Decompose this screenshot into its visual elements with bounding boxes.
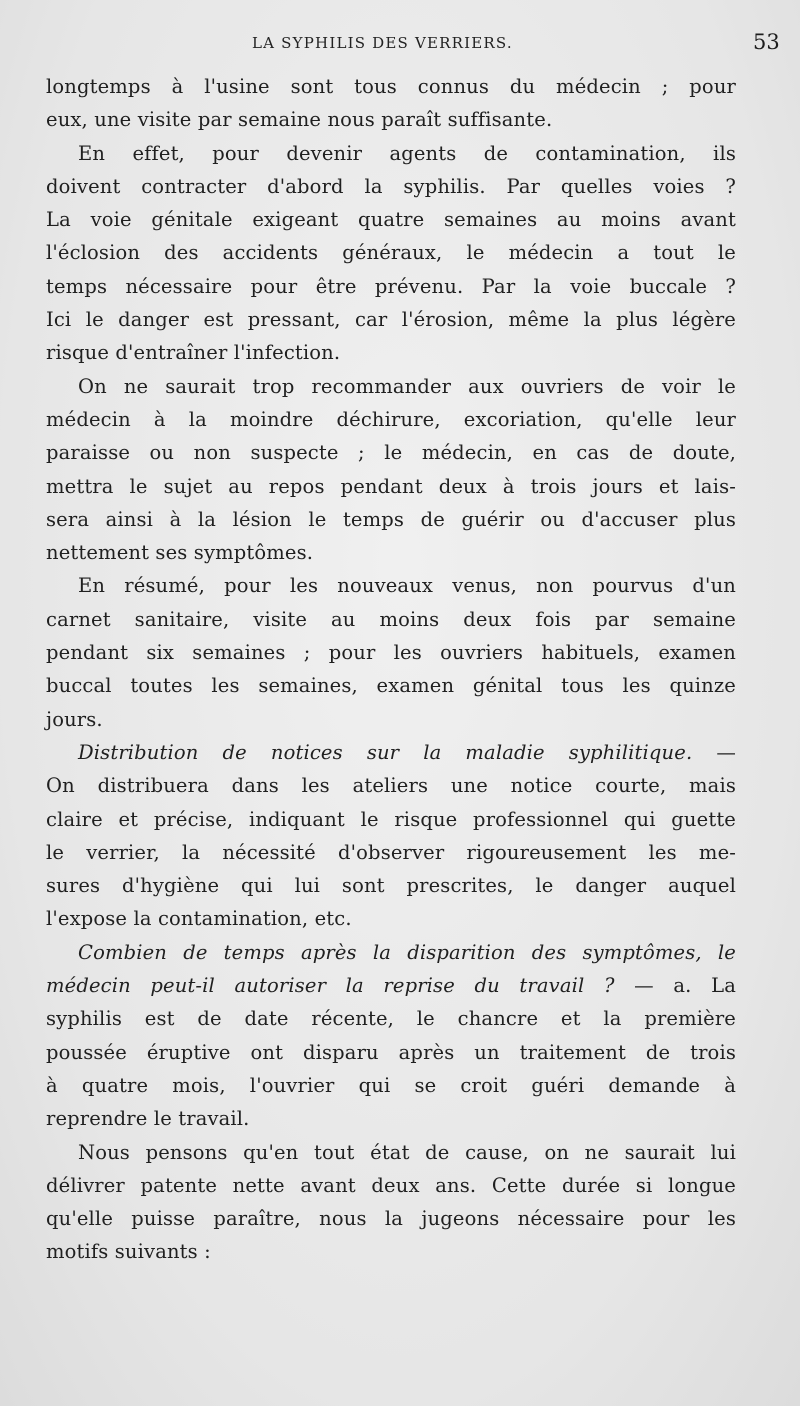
text-line: l'expose la contamination, etc. [46, 907, 352, 931]
text-line: temps nécessaire pour être prévenu. Par la voie buccale ? [46, 274, 736, 298]
text-line: La voie génitale exigeant quatre semaines au moins avant [46, 208, 736, 232]
text-line: motifs suivants : [46, 1240, 211, 1264]
text-line: jours. [46, 707, 103, 731]
text-line [46, 736, 736, 769]
roman-segment: — [692, 740, 737, 764]
page-number: 53 [753, 30, 780, 54]
text-line: à quatre mois, l'ouvrier qui se croit guéri demande à [46, 1073, 736, 1097]
text-line: paraisse ou non suspecte ; le médecin, en cas de doute, [46, 441, 736, 465]
italic-heading: médecin peut-il autoriser la reprise du travail ? [46, 974, 615, 998]
running-head [0, 30, 800, 58]
text-line: On distribuera dans les ateliers une notice courte, mais [46, 774, 736, 798]
text-line: pendant six semaines ; pour les ouvriers habituels, examen [46, 641, 736, 665]
text-line: sera ainsi à la lésion le temps de guérir ou d'accuser plus [46, 507, 736, 531]
italic-heading: Distribution de notices sur la maladie syphilitique. [78, 740, 693, 764]
text-line: Nous pensons qu'en tout état de cause, on ne saurait lui [78, 1140, 736, 1164]
text-line: l'éclosion des accidents généraux, le médecin a tout le [46, 241, 736, 265]
text-line: qu'elle puisse paraître, nous la jugeons nécessaire pour les [46, 1207, 736, 1231]
text-line: claire et précise, indiquant le risque professionnel qui guette [46, 807, 736, 831]
text-line [46, 936, 736, 969]
text-line: le verrier, la nécessité d'observer rigoureusement les me- [46, 840, 736, 864]
text-line: reprendre le travail. [46, 1107, 250, 1131]
text-line: carnet sanitaire, visite au moins deux fois par semaine [46, 607, 736, 631]
text-line: On ne saurait trop recommander aux ouvriers de voir le [78, 374, 736, 398]
text-line: nettement ses symptômes. [46, 541, 314, 565]
text-line: En résumé, pour les nouveaux venus, non pourvus d'un [78, 574, 736, 598]
text-line: doivent contracter d'abord la syphilis. Par quelles voies ? [46, 174, 736, 198]
text-line: risque d'entraîner l'infection. [46, 341, 341, 365]
text-line: sures d'hygiène qui lui sont prescrites, le danger auquel [46, 874, 736, 898]
text-line: mettra le sujet au repos pendant deux à trois jours et lais- [46, 474, 736, 498]
roman-segment: — a. La [614, 974, 736, 998]
text-line: eux, une visite par semaine nous paraît suffisante. [46, 108, 553, 132]
text-line: délivrer patente nette avant deux ans. Cette durée si longue [46, 1173, 736, 1197]
text-line: Ici le danger est pressant, car l'érosion, même la plus légère [46, 308, 736, 332]
text-line: médecin à la moindre déchirure, excoriation, qu'elle leur [46, 407, 736, 431]
text-line: syphilis est de date récente, le chancre et la première [46, 1007, 736, 1031]
text-line: En effet, pour devenir agents de contamination, ils [78, 141, 736, 165]
running-head-title: LA SYPHILIS DES VERRIERS. [252, 34, 513, 52]
italic-heading: Combien de temps après la disparition des symptômes, le [78, 940, 736, 964]
text-line [46, 969, 736, 1002]
body-text [46, 70, 736, 1269]
text-line: buccal toutes les semaines, examen génital tous les quinze [46, 674, 736, 698]
text-line: poussée éruptive ont disparu après un traitement de trois [46, 1040, 736, 1064]
text-line: longtemps à l'usine sont tous connus du médecin ; pour [46, 75, 736, 98]
